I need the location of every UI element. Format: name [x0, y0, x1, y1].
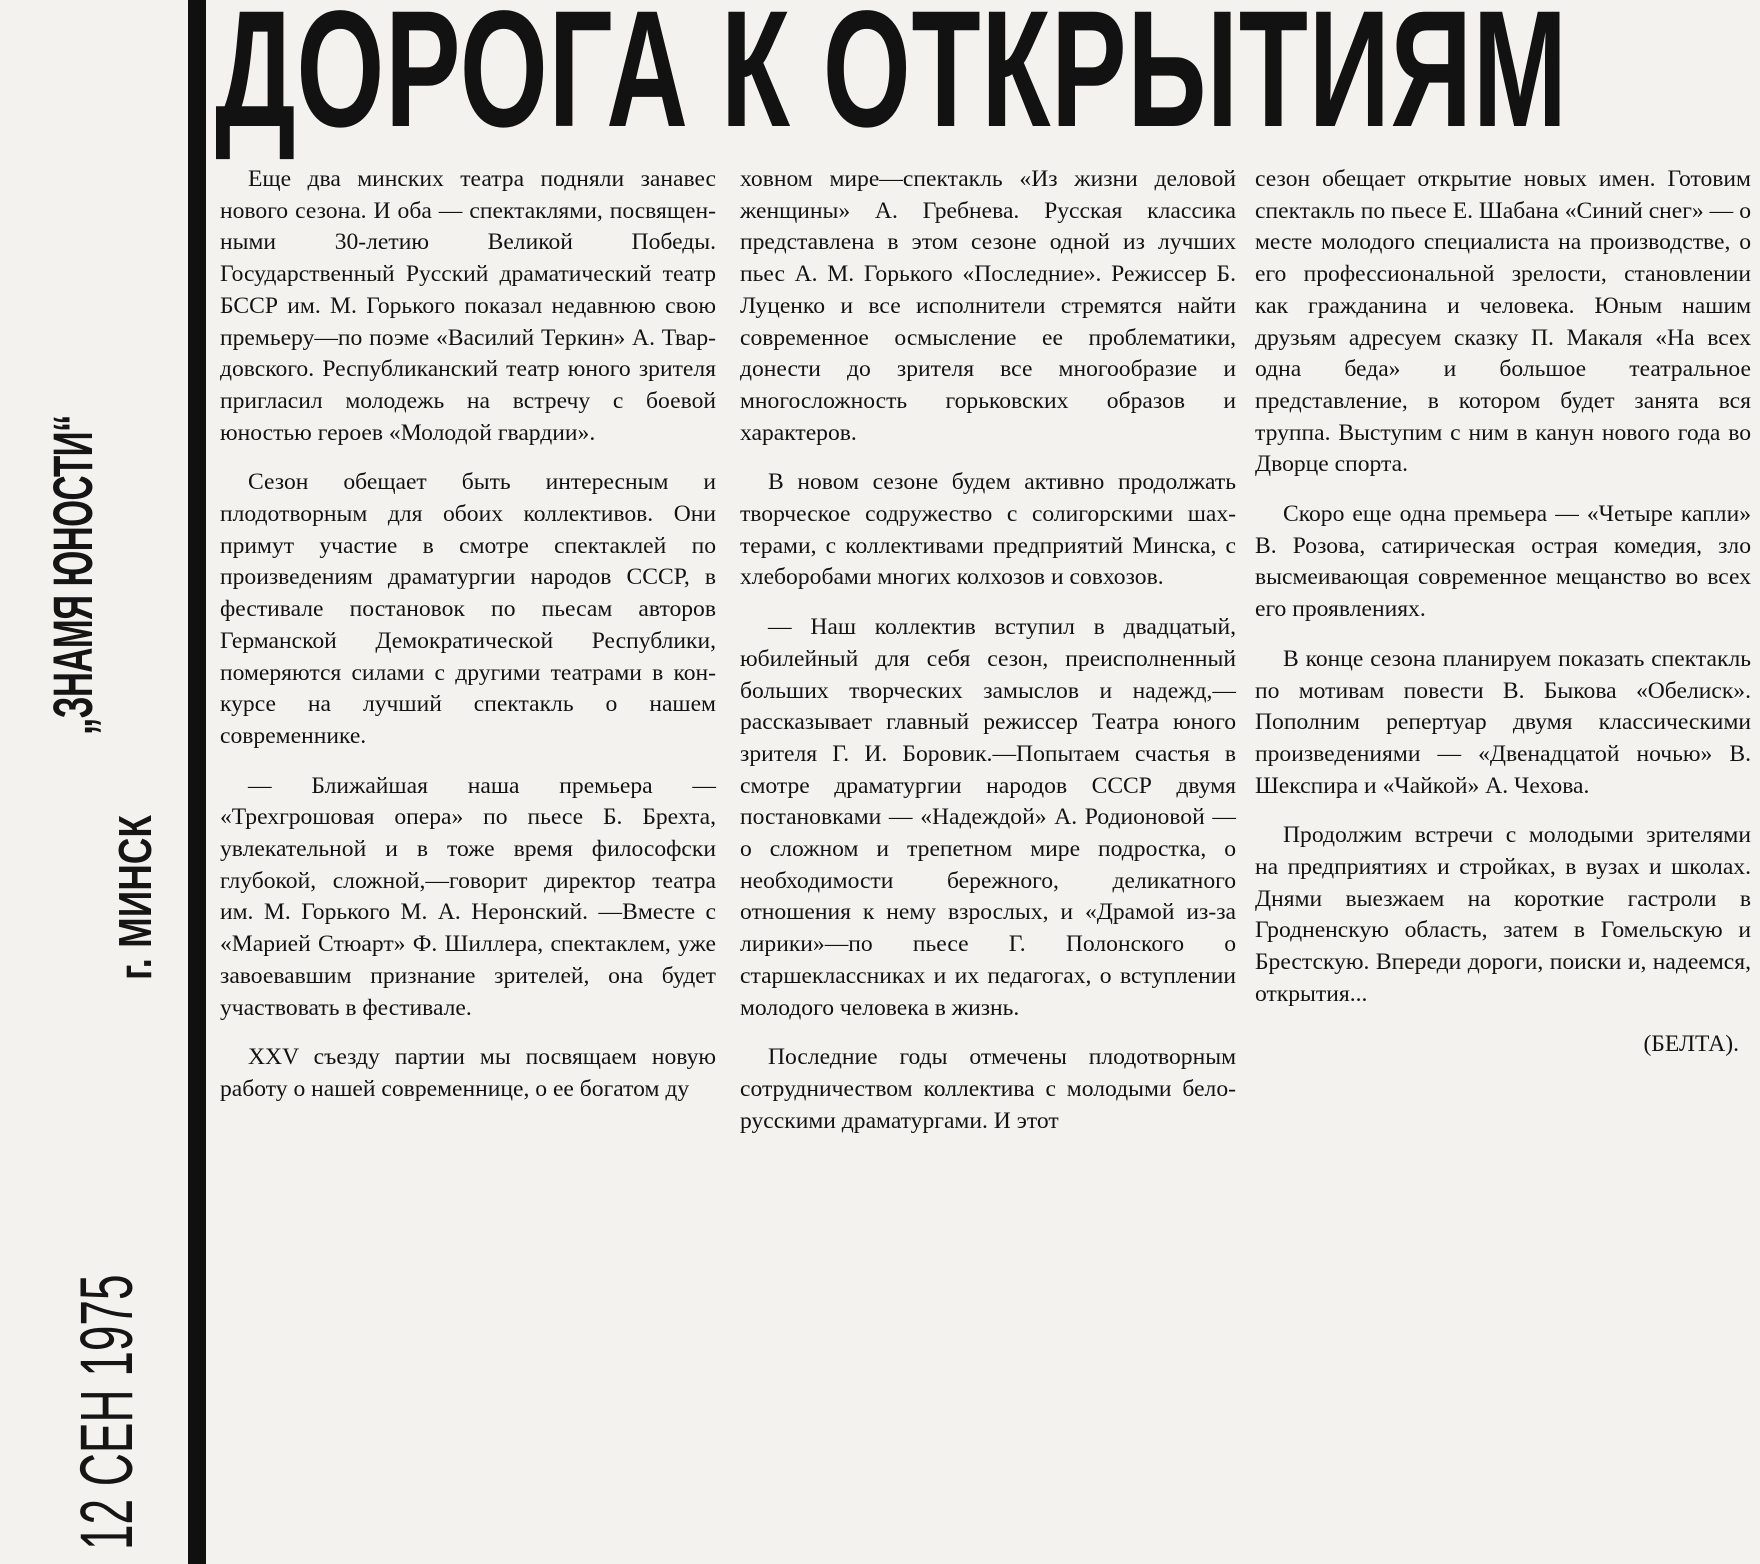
article-paragraph: В конце сезона планируем показать спектакль по мотивам повести В. Быкова «Обелиск». Пополним репертуар двумя классическими произведениями — «Двенадцатой ночью» В. Шекспира и «Чайкой» А. Чехова.	[1255, 645, 1751, 799]
article-headline: ДОРОГА К ОТКРЫТИЯМ	[215, 0, 1568, 162]
article-paragraph: Скоро еще одна премьера — «Четыре капли» В. Розова, сатирическая острая комедия, зло высмеивающая современное мещанство во всех его проявлениях.	[1255, 501, 1751, 623]
article-column-1	[220, 164, 716, 1564]
article-paragraph: Последние годы отмечены плодотворным сотрудничеством коллектива с молодыми белорусскими драматургами. И этот	[740, 1044, 1236, 1134]
article-paragraph: сезон обещает открытие новых имен. Готовим спектакль по пьесе Е. Шабана «Синий снег» — о месте молодого специалиста на производстве, о его профессиональной зрелости, становлении как гражданина и человека. Юным нашим друзьям адресуем сказку П. Макаля «На всех одна беда» и большое театральное представление, в котором будет занята вся труппа. Выступим с ним в канун нового года во Дворце спорта.	[1255, 166, 1751, 478]
article-paragraph: XXV съезду партии мы посвящаем новую работу о нашей современнице, о ее богатом ду	[220, 1044, 716, 1102]
article-paragraph: Сезон обещает быть интересным и плодотворным для обоих коллективов. Они примут участие в смотре спектаклей по произведениям драматургии народов СССР, в фестивале постановок по пьесам авторов Германской Демократической Республики, померяются силами с другими театрами в конкурсе на лучший спектакль о нашем современнике.	[220, 469, 716, 749]
stamp-date: 12 СЕН 1975	[65, 1274, 148, 1550]
clipping-stamp	[0, 0, 190, 1564]
vertical-divider-rule	[188, 0, 206, 1564]
article-paragraph: Еще два минских театра подняли занавес нового сезона. И оба — спектаклями, посвященными 30-летию Великой Победы. Государственный Русский драматический театр БССР им. М. Горького показал недавнюю свою премьеру—по поэме «Василий Теркин» А. Твардовского. Республиканский театр юного зрителя пригласил молодежь на встречу с боевой юностью героев «Молодой гвардии».	[220, 166, 716, 446]
article-paragraph: — Наш коллектив вступил в двадцатый, юбилейный для себя сезон, преисполненный больших творческих замыслов и надежд,—рассказывает главный режиссер Театра юного зрителя Г. И. Боровик.—Попытаем счастья в смотре драматургии народов СССР двумя постановками — «Надеждой» А. Родионовой — о сложном и трепетном мире подростка, о необходимости бережного, деликатного отношения к нему взрослых, и «Драмой из-за лирики»—по пьесе Г. Полонского о старшеклассниках и их педагогах, о вступлении молодого человека в жизнь.	[740, 614, 1236, 1021]
stamp-city: г. МИНСК	[109, 815, 161, 980]
article-paragraph: Продолжим встречи с молодыми зрителями на предприятиях и стройках, в вузах и школах. Днями выезжаем на короткие гастроли в Гродненскую область, затем в Гомельскую и Брестскую. Впереди дороги, поиски и, надеемся, открытия...	[1255, 822, 1751, 1007]
article-signature: (БЕЛТА).	[1643, 1030, 1739, 1057]
article-column-3	[1255, 164, 1751, 1564]
article-paragraph: ховном мире—спектакль «Из жизни деловой женщины» А. Гребнева. Русская классика представлена в этом сезоне одной из лучших пьес А. М. Горького «Последние». Режиссер Б. Луценко и все исполнители стремятся найти современное осмысление ее проблематики, донести до зрителя все многообразие и многосложность горьковских образов и характеров.	[740, 166, 1236, 446]
article-paragraph: В новом сезоне будем активно продолжать творческое содружество с солигорскими шахтерами, с коллективами предприятий Минска, с хлеборобами многих колхозов и совхозов.	[740, 469, 1236, 591]
article-paragraph: — Ближайшая наша премьера — «Трехгрошовая опера» по пьесе Б. Брехта, увлекательной и в тоже время философски глубокой, сложной,—говорит директор театра им. М. Горького М. А. Неронский. —Вместе с «Марией Стюарт» Ф. Шиллера, спектаклем, уже завоевавшим признание зрителей, она будет участвовать в фестивале.	[220, 772, 716, 1021]
article-column-2	[740, 164, 1236, 1564]
stamp-newspaper-name: „ЗНАМЯ ЮНОСТИ“	[41, 415, 104, 735]
